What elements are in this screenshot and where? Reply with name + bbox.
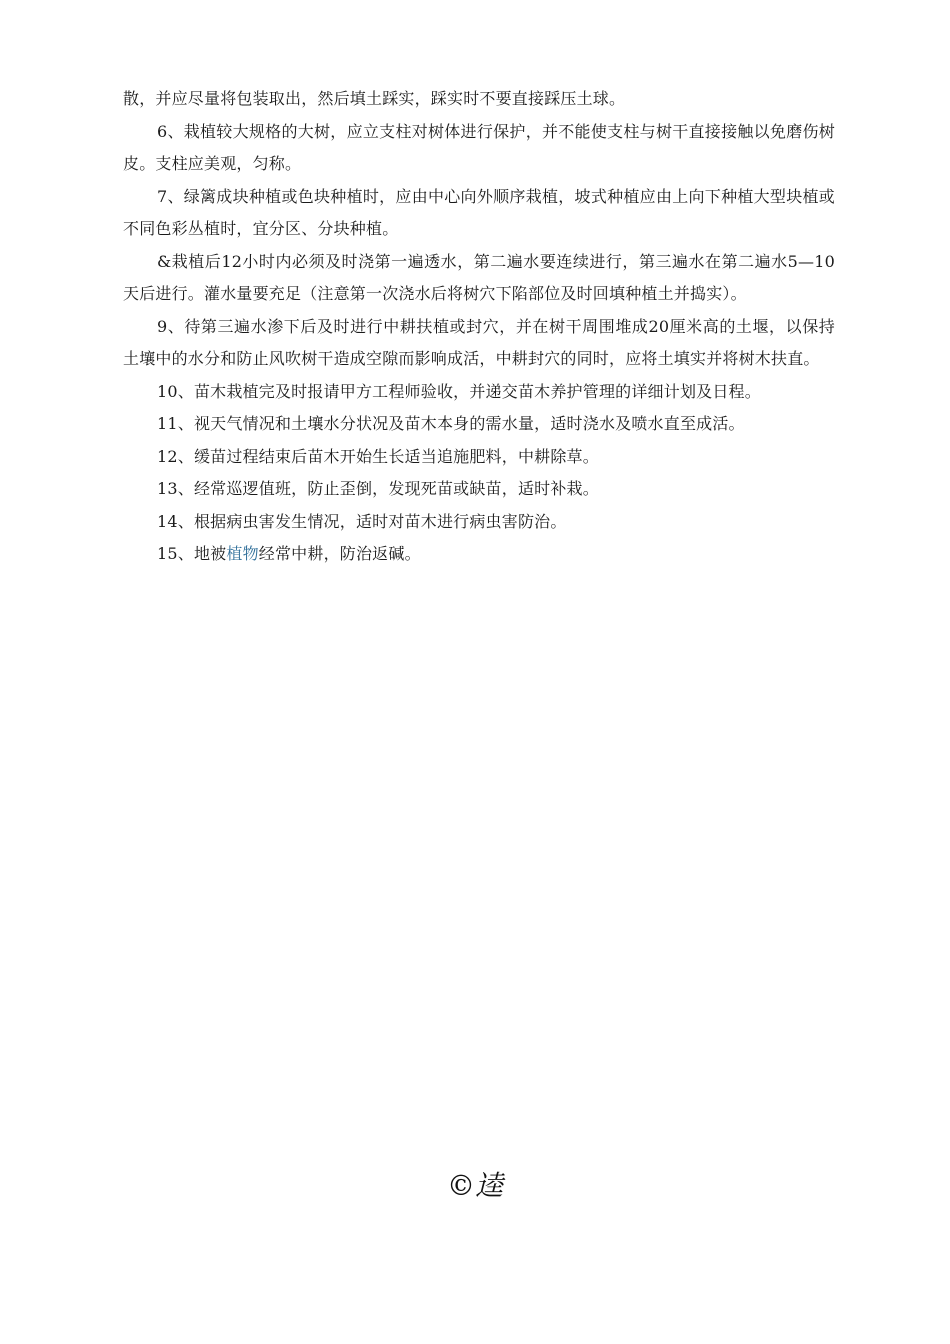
paragraph-item-15-tail: 经常中耕，防治返碱。 [258, 544, 421, 563]
paragraph-item-8: &栽植后12小时内必须及时浇第一遍透水，第二遍水要连续进行，第三遍水在第二遍水5—10天后进行。灌水量要充足（注意第一次浇水后将树穴下陷部位及时回填种植土并捣实）。 [123, 251, 835, 303]
paragraph-item-15-lead: 15、地被 [157, 544, 227, 563]
paragraph-item-14: 14、根据病虫害发生情况，适时对苗木进行病虫害防治。 [157, 511, 567, 531]
paragraph-item-11: 11、视天气情况和土壤水分状况及苗木本身的需水量，适时浇水及喷水直至成活。 [157, 414, 745, 433]
footer-mark: ©逵 [446, 1169, 503, 1202]
paragraph-continuation: 散，并应尽量将包装取出，然后填土踩实，踩实时不要直接踩压土球。 [123, 89, 626, 108]
document-body [123, 83, 835, 571]
paragraph-item-6: 6、栽植较大规格的大树，应立支柱对树体进行保护，并不能使支柱与树干直接接触以免磨伤树皮。支柱应美观，匀称。 [123, 121, 835, 173]
paragraph-item-12: 12、缓苗过程结束后苗木开始生长适当追施肥料，中耕除草。 [157, 446, 599, 466]
plant-link[interactable]: 植物 [226, 544, 259, 563]
paragraph-item-7: 7、绿篱成块种植或色块种植时，应由中心向外顺序栽植，坡式种植应由上向下种植大型块植或不同色彩丛植时，宜分区、分块种植。 [123, 186, 835, 238]
paragraph-item-9: 9、待第三遍水渗下后及时进行中耕扶植或封穴，并在树干周围堆成20厘米高的土堰，以保持土壤中的水分和防止风吹树干造成空隙而影响成活，中耕封穴的同时，应将土填实并将树木扶直。 [123, 316, 835, 368]
paragraph-item-15 [123, 538, 835, 571]
paragraph-item-13: 13、经常巡逻值班，防止歪倒，发现死苗或缺苗，适时补栽。 [157, 479, 599, 498]
paragraph-item-10: 10、苗木栽植完及时报请甲方工程师验收，并递交苗木养护管理的详细计划及日程。 [157, 381, 761, 401]
